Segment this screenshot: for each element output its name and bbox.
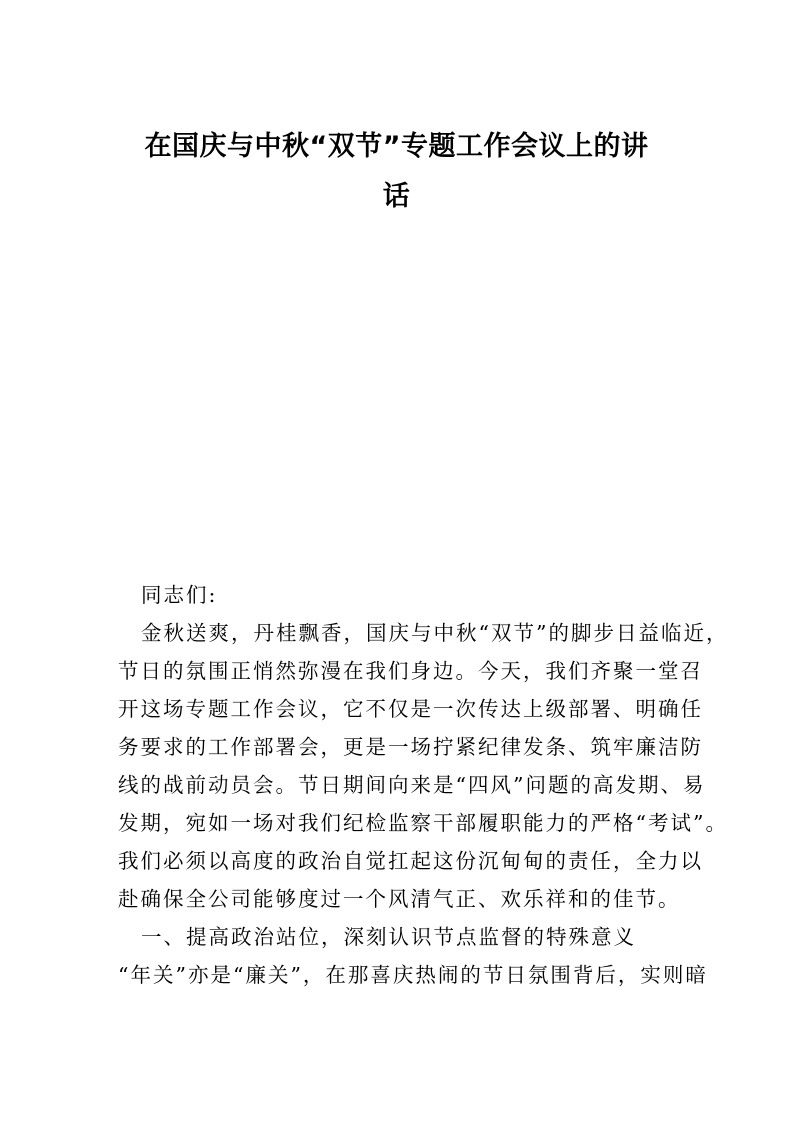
document-title <box>110 122 683 222</box>
title-line-1: 在国庆与中秋“双节”专题工作会议上的讲 <box>144 131 649 162</box>
title-line-2: 话 <box>382 181 411 212</box>
paragraph-line: 我们必须以高度的政治自觉扛起这份沉甸甸的责任，全力以 <box>118 849 703 873</box>
paragraph-line: 线的战前动员会。节日期间向来是“四风”问题的高发期、易 <box>118 773 706 797</box>
paragraph-line: 节日的氛围正悄然弥漫在我们身边。今天，我们齐聚一堂召 <box>118 659 703 683</box>
paragraph-line: “年关”亦是“廉关”，在那喜庆热闹的节日氛围背后，实则暗 <box>118 963 708 987</box>
paragraph-line: 务要求的工作部署会，更是一场拧紧纪律发条、筑牢廉洁防 <box>118 735 703 759</box>
section-heading: 一、提高政治站位，深刻认识节点监督的特殊意义 <box>141 925 636 949</box>
paragraph-line: 金秋送爽，丹桂飘香，国庆与中秋“双节”的脚步日益临近， <box>141 621 729 645</box>
document-body <box>118 576 729 994</box>
paragraph-line: 赴确保全公司能够度过一个风清气正、欢乐祥和的佳节。 <box>118 887 681 911</box>
paragraph-line: 发期，宛如一场对我们纪检监察干部履职能力的严格“考试”。 <box>118 811 728 835</box>
paragraph-line: 开这场专题工作会议，它不仅是一次传达上级部署、明确任 <box>118 697 703 721</box>
salutation: 同志们: <box>141 583 218 607</box>
